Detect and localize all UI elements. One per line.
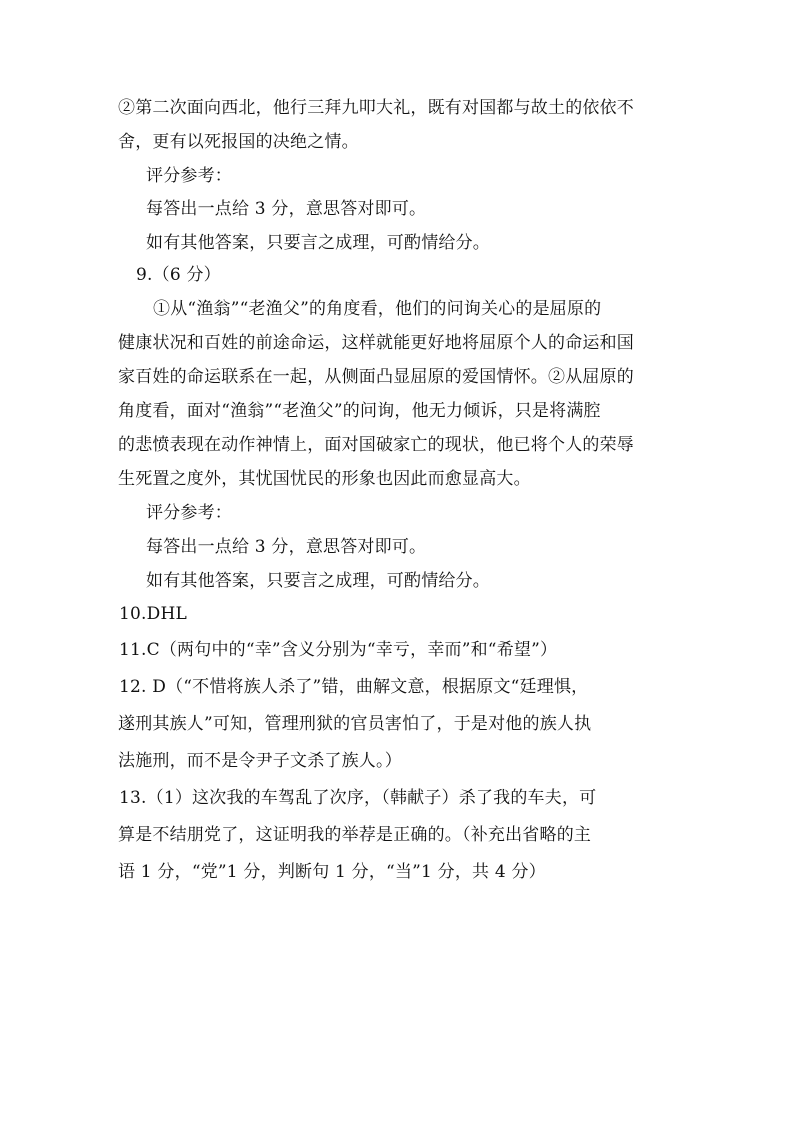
scoring-reference-label-2: 评分参考：: [146, 503, 232, 523]
scoring-rule-4: 如有其他答案，只要言之成理，可酌情给分。: [146, 571, 490, 591]
answer-13-line-1: 13.（1）这次我的车驾乱了次序，（韩献子）杀了我的车夫，可: [119, 788, 597, 808]
answer-9-line-2: 健康状况和百姓的前途命运，这样就能更好地将屈原个人的命运和国: [118, 333, 634, 353]
answer-11: 11.C（两句中的“幸”含义分别为“幸亏，幸而”和“希望”）: [119, 640, 558, 660]
answer-9-line-1: ①从“渔翁”“老渔父”的角度看，他们的问询关心的是屈原的: [153, 299, 602, 319]
answer-12-line-1: 12. D（“不惜将族人杀了”错，曲解文意，根据原文“廷理惧，: [119, 677, 589, 697]
answer-8-point-2-line-1: ②第二次面向西北，他行三拜九叩大礼，既有对国都与故土的依依不: [118, 98, 634, 118]
answer-9-line-6: 生死置之度外，其忧国忧民的形象也因此而愈显高大。: [118, 469, 531, 489]
answer-9-line-3: 家百姓的命运联系在一起，从侧面凸显屈原的爱国情怀。②从屈原的: [118, 367, 634, 387]
question-9-heading: 9.（6 分）: [136, 265, 221, 285]
answer-9-line-5: 的悲愤表现在动作神情上，面对国破家亡的现状，他已将个人的荣辱: [118, 435, 634, 455]
answer-12-line-2: 遂刑其族人”可知，管理刑狱的官员害怕了，于是对他的族人执: [118, 714, 592, 734]
scoring-rule-1: 每答出一点给 3 分，意思答对即可。: [146, 199, 427, 219]
answer-9-line-4: 角度看，面对“渔翁”“老渔父”的问询，他无力倾诉，只是将满腔: [118, 401, 601, 421]
answer-12-line-3: 法施刑，而不是令尹子文杀了族人。）: [118, 751, 402, 771]
scoring-rule-3: 每答出一点给 3 分，意思答对即可。: [146, 537, 427, 557]
answer-13-line-2: 算是不结朋党了，这证明我的举荐是正确的。（补充出省略的主: [118, 825, 592, 845]
answer-13-line-3: 语 1 分，“党”1 分，判断句 1 分，“当”1 分，共 4 分）: [118, 862, 546, 882]
scoring-rule-2: 如有其他答案，只要言之成理，可酌情给分。: [146, 233, 490, 253]
answer-10: 10.DHL: [119, 604, 187, 624]
answer-8-point-2-line-2: 舍，更有以死报国的决绝之情。: [118, 132, 359, 152]
scoring-reference-label-1: 评分参考：: [146, 166, 232, 186]
